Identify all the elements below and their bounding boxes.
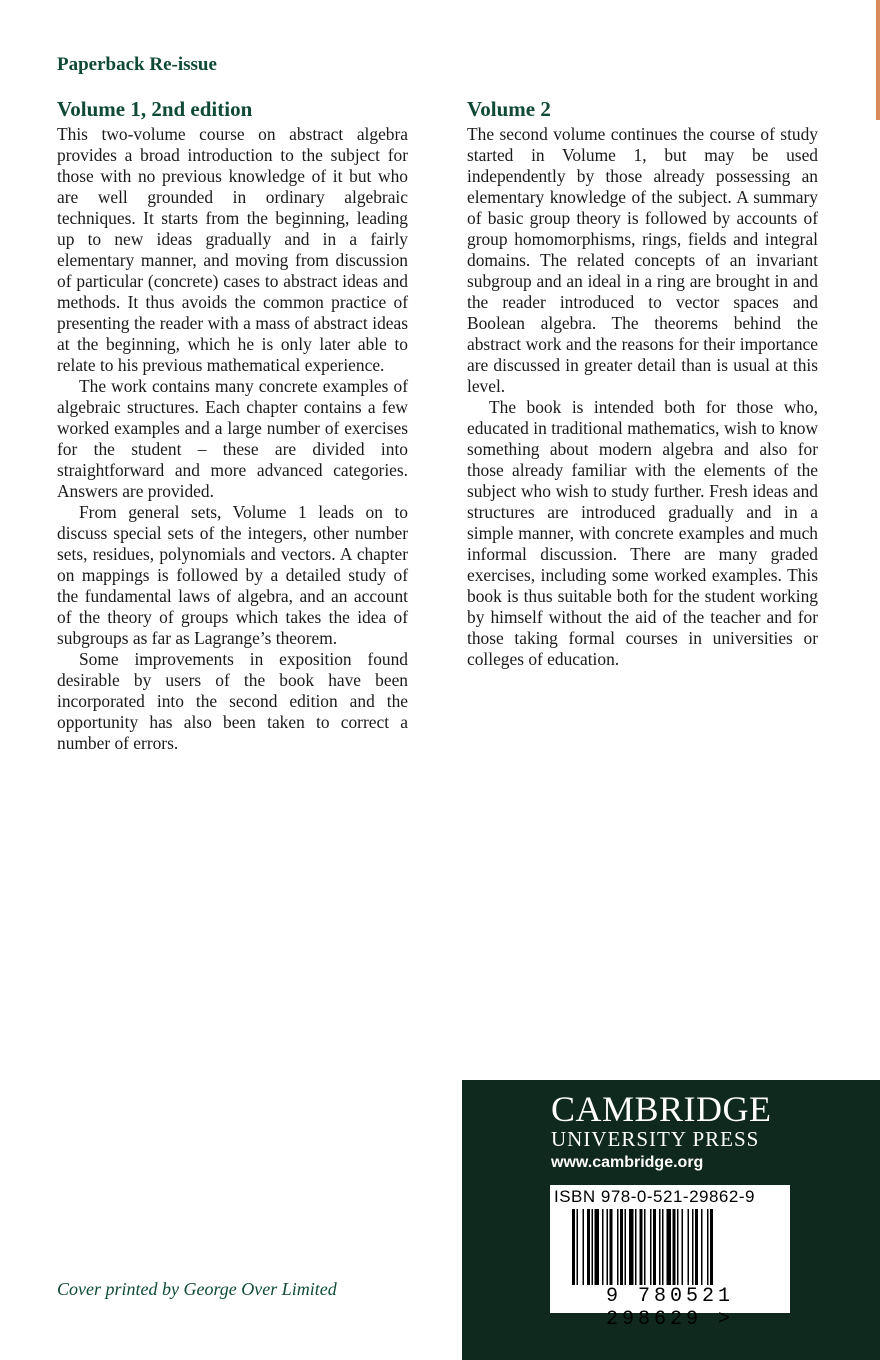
barcode-bar [592, 1209, 594, 1285]
volume1-column [57, 96, 408, 754]
barcode-bar [710, 1209, 713, 1285]
barcode-bar [707, 1209, 709, 1285]
barcode-bar [701, 1209, 703, 1285]
publisher-panel [462, 1080, 880, 1360]
barcode-bar [688, 1209, 690, 1285]
publisher-url: www.cambridge.org [551, 1154, 704, 1171]
volume1-paragraph: This two-volume course on abstract algebra provides a broad introduction to the subject for those with no previous knowledge of it but who are well grounded in ordinary algebraic techniques. It starts from the beginning, leading up to new ideas gradually and in a fairly elementary manner, and moving from discussion of particular (concrete) cases to abstract ideas and methods. It thus avoids the common practice of presenting the reader with a mass of abstract ideas at the beginning, which he is only later able to relate to his previous mathematical experience. [57, 124, 408, 375]
cover-edge-strip [876, 0, 880, 120]
printer-credit: Cover printed by George Over Limited [57, 1279, 337, 1299]
volume1-paragraph: Some improvements in exposition found desirable by users of the book have been incorporated into the second edition and the opportunity has also been taken to correct a number of errors. [57, 649, 408, 753]
volume2-paragraph: The book is intended both for those who, educated in traditional mathematics, wish to know something about modern algebra and also for those already familiar with the elements of the subject who wish to study further. Fresh ideas and structures are introduced gradually and in a simple manner, with concrete examples and much informal discussion. There are many graded exercises, including some worked examples. This book is thus suitable both for the student working by himself without the aid of the teacher and for those taking formal courses in universities or colleges of education. [467, 397, 818, 669]
barcode-bar [577, 1209, 579, 1285]
reissue-label: Paperback Re-issue [57, 54, 217, 75]
volume2-heading: Volume 2 [467, 97, 551, 121]
isbn-number: ISBN 978-0-521-29862-9 [554, 1187, 755, 1206]
volume2-column [467, 96, 818, 670]
isbn-barcode [550, 1185, 790, 1331]
barcode-bar [644, 1209, 646, 1285]
volume1-heading: Volume 1, 2nd edition [57, 97, 253, 121]
barcode-bar [610, 1209, 613, 1285]
barcode-bar [595, 1209, 600, 1285]
barcode-bar [662, 1209, 664, 1285]
barcode-bar [620, 1209, 623, 1285]
barcode-bars [572, 1209, 772, 1285]
barcode-bar [617, 1209, 619, 1285]
barcode-bar [692, 1209, 694, 1285]
barcode-bar [625, 1209, 627, 1285]
barcode-bar [602, 1209, 604, 1285]
barcode-bar [650, 1209, 652, 1285]
barcode-bar [673, 1209, 676, 1285]
publisher-name: CAMBRIDGE [551, 1089, 772, 1129]
barcode-bar [583, 1209, 585, 1285]
barcode-bar [677, 1209, 679, 1285]
volume2-paragraph: The second volume continues the course of study started in Volume 1, but may be used independently by those already possessing an elementary knowledge of the subject. A summary of basic group theory is followed by accounts of group homomorphisms, rings, fields and integral domains. The related concepts of an invariant subgroup and an ideal in a ring are brought in and the reader introduced to vector spaces and Boolean algebra. The theorems behind the abstract work and the reasons for their importance are discussed in greater detail than is usual at this level. [467, 124, 818, 396]
publisher-subtitle: UNIVERSITY PRESS [551, 1127, 760, 1151]
barcode-bar [629, 1209, 634, 1285]
barcode-bar [607, 1209, 609, 1285]
barcode-bar [659, 1209, 661, 1285]
barcode-bar [682, 1209, 684, 1285]
barcode-digits: 9 780521 298629 > [605, 1285, 734, 1331]
volume1-paragraph: From general sets, Volume 1 leads on to discuss special sets of the integers, other number sets, residues, polynomials and vectors. A chapter on mappings is followed by a detailed study of the fundamental laws of algebra, and an account of the theory of groups which takes the idea of subgroups as far as Lagrange’s theorem. [57, 502, 408, 648]
barcode-bar [640, 1209, 643, 1285]
barcode-bar [572, 1209, 575, 1285]
barcode-bar [635, 1209, 637, 1285]
barcode-bar [695, 1209, 698, 1285]
barcode-bar [667, 1209, 672, 1285]
barcode-bar [587, 1209, 590, 1285]
barcode-bar [653, 1209, 656, 1285]
volume1-paragraph: The work contains many concrete examples of algebraic structures. Each chapter contains a few worked examples and a large number of exercises for the student – these are divided into straightforward and more advanced categories. Answers are provided. [57, 376, 408, 501]
